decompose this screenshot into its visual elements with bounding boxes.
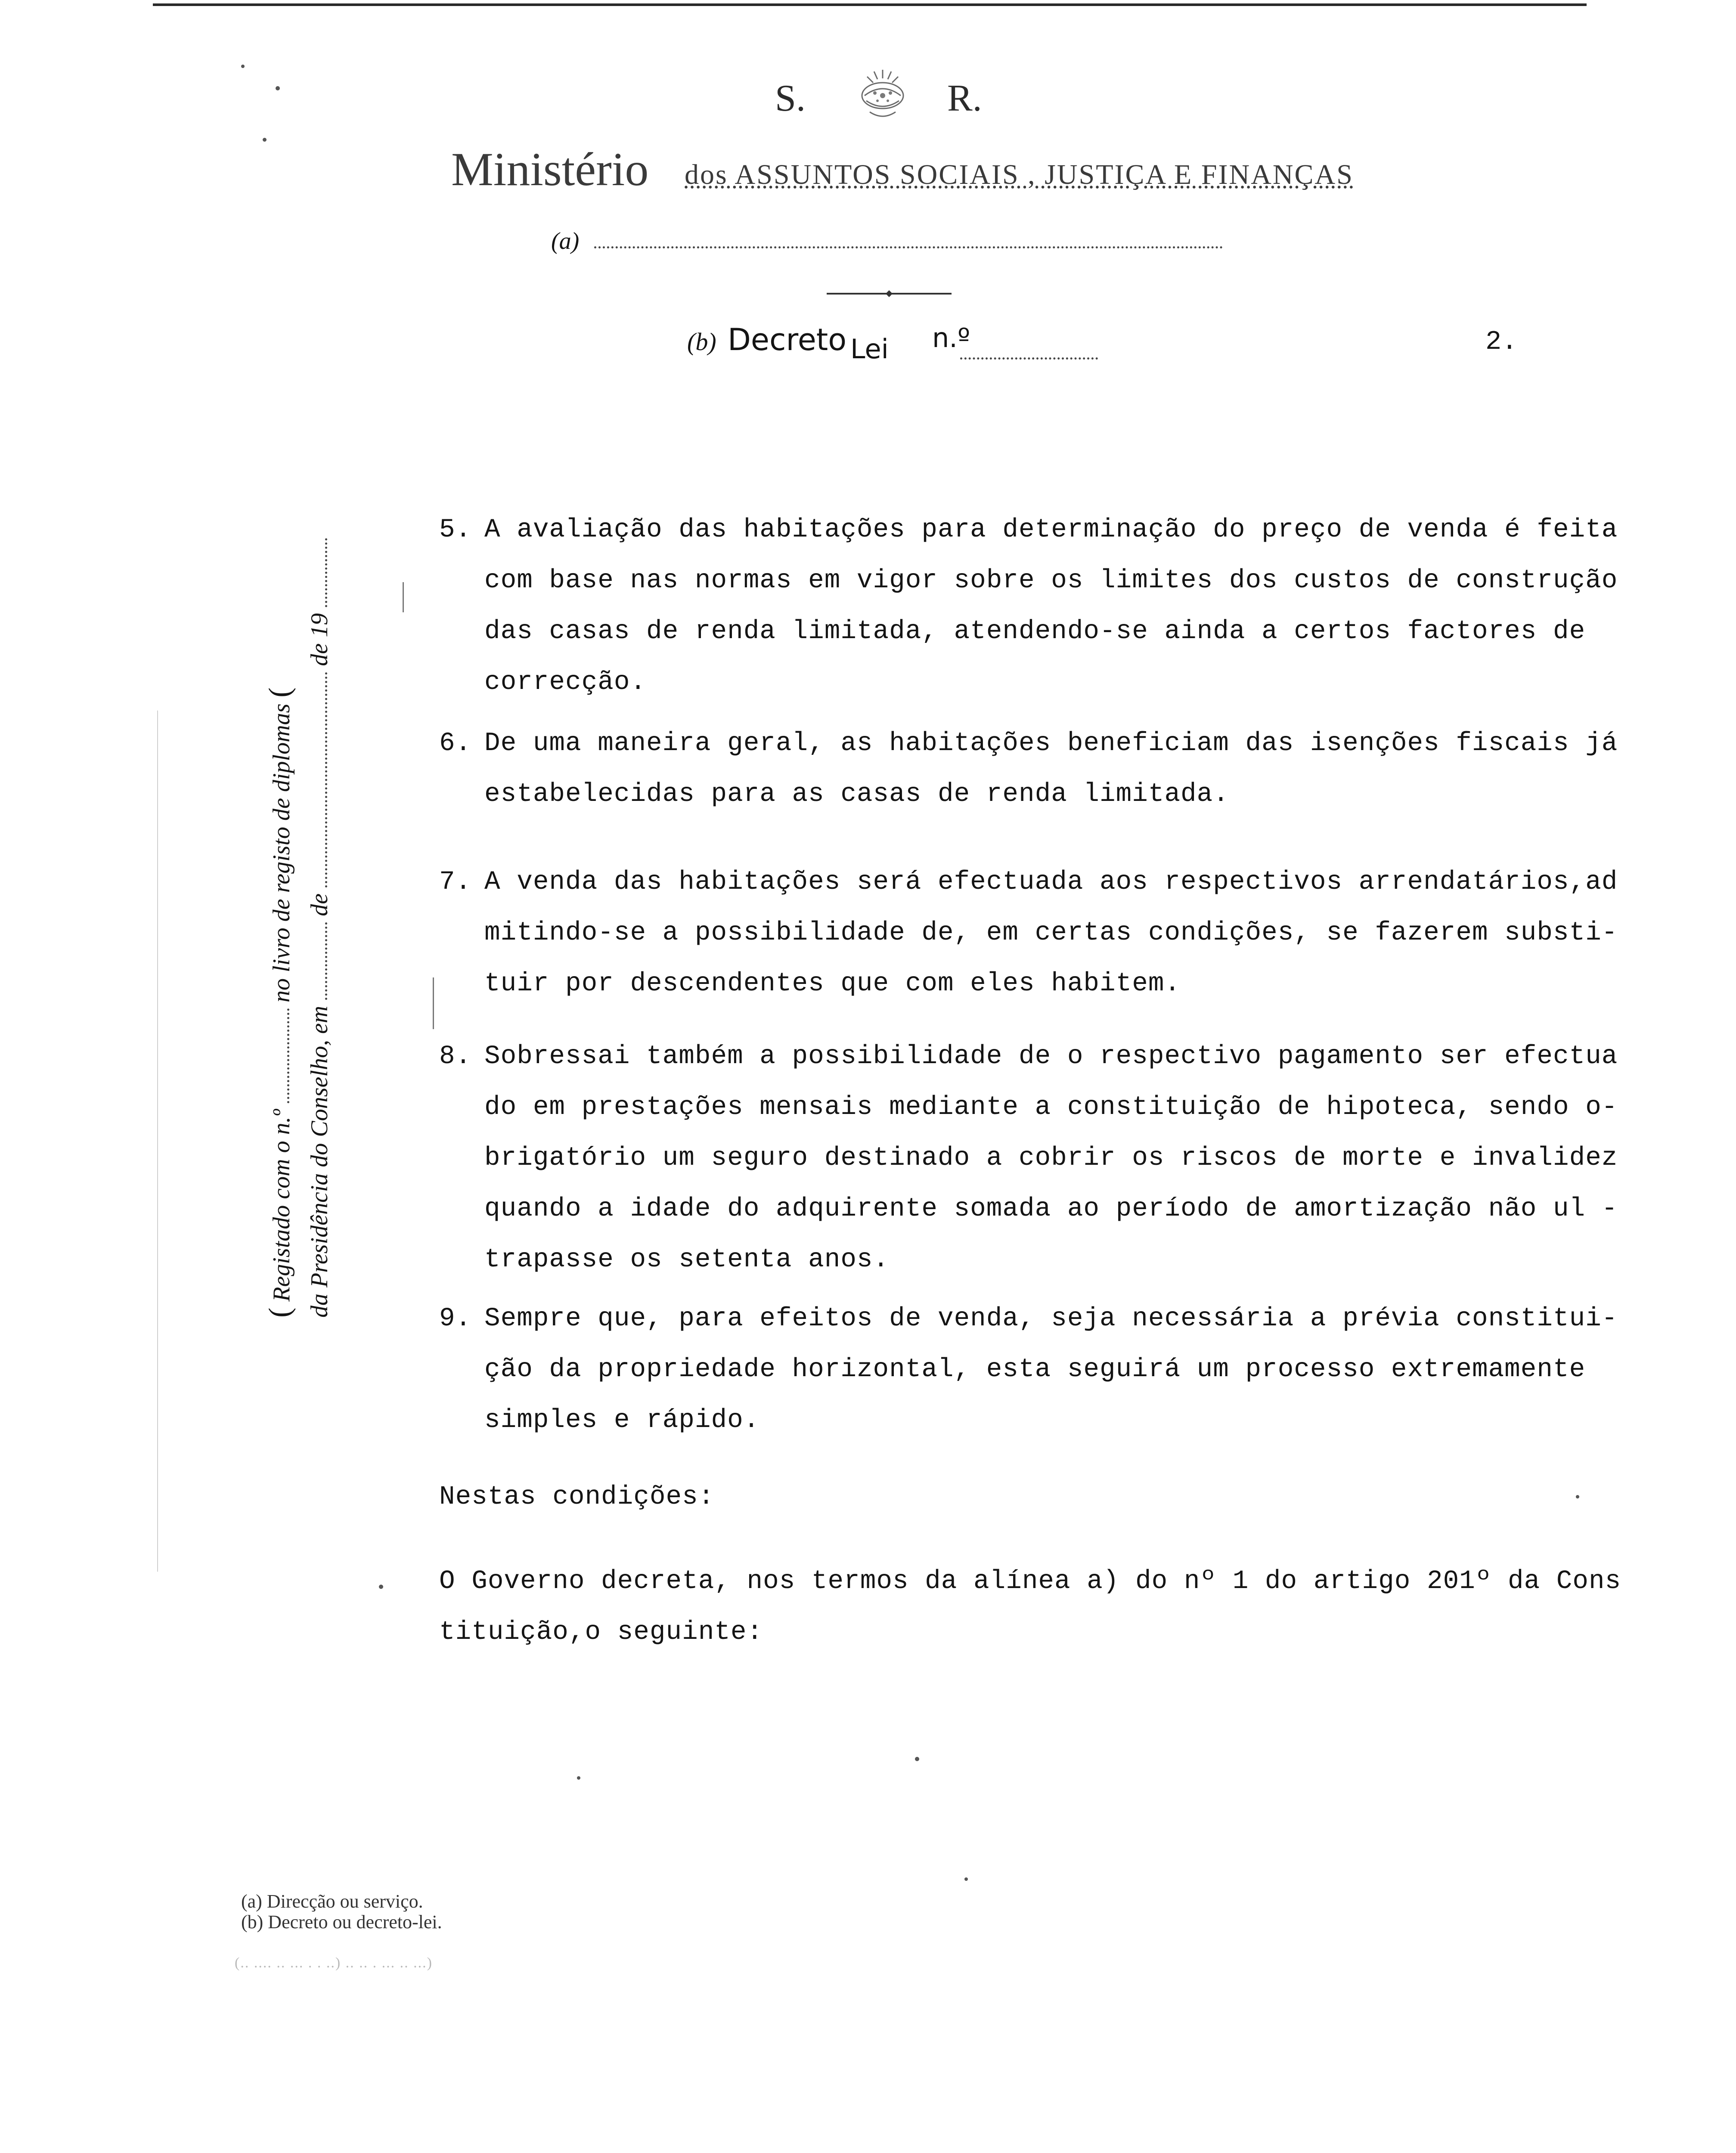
registration-day-blank — [325, 922, 327, 1000]
header-s-letter: S. — [775, 78, 806, 119]
paragraph-line: trapasse os setenta anos. — [484, 1245, 890, 1275]
government-decree-line-2: tituição,o seguinte: — [439, 1617, 763, 1647]
decreto-label: Decreto — [728, 322, 847, 357]
paragraph-line: A venda das habitações será efectuada aos respectivos arrendatários,ad — [484, 867, 1618, 897]
footnote-b: (b) Decreto ou decreto-lei. — [241, 1911, 442, 1933]
paragraph-line: De uma maneira geral, as habitações beneficiam das isenções fiscais já — [484, 729, 1618, 758]
paragraph-number: 6. — [439, 729, 472, 758]
scan-speck — [263, 138, 267, 142]
registration-year-blank — [325, 538, 327, 607]
registration-presidency-label: da Presidência do Conselho, em — [306, 1005, 333, 1318]
field-a-dotted-line — [594, 246, 1223, 248]
scan-speck — [241, 65, 245, 68]
scan-mark — [403, 582, 404, 612]
registration-line-2 — [306, 508, 333, 1318]
scan-speck — [915, 1757, 919, 1761]
paragraph-line: Sempre que, para efeitos de venda, seja necessária a prévia constitui- — [484, 1304, 1618, 1334]
scan-speck — [1576, 1495, 1579, 1498]
registration-number-blank — [287, 1008, 289, 1103]
header-r-letter: R. — [947, 78, 982, 119]
paragraph-line: do em prestações mensais mediante a constituição de hipoteca, sendo o- — [484, 1092, 1618, 1122]
paragraph-line: quando a idade do adquirente somada ao período de amortização não ul - — [484, 1194, 1618, 1224]
scan-speck — [379, 1585, 383, 1589]
registration-book-label: no livro de registo de diplomas — [268, 703, 295, 1003]
registration-line-1: ( Registado com o n.º no livro de registo de diplomas ( — [263, 687, 296, 1318]
paragraph-line: correcção. — [484, 667, 647, 697]
decreto-lei-label: Lei — [850, 333, 889, 365]
paragraph-number: 7. — [439, 867, 472, 897]
coat-of-arms-seal-icon — [840, 65, 926, 125]
paragraph-line: Sobressai também a possibilidade de o respectivo pagamento ser efectua — [484, 1042, 1618, 1071]
paragraph-line: mitindo-se a possibilidade de, em certas condições, se fazerem substi- — [484, 918, 1618, 948]
decreto-number-label: n.º — [932, 322, 970, 354]
field-label-b: (b) — [687, 328, 716, 356]
government-decree-line-1: O Governo decreta, nos termos da alínea a) do nº 1 do artigo 201º da Cons — [439, 1567, 1621, 1596]
page-number: 2. — [1485, 326, 1518, 357]
top-border-rule — [153, 3, 1587, 6]
registration-year-label: de 19 — [306, 613, 333, 666]
scan-speck — [577, 1776, 580, 1780]
scan-mark — [433, 977, 434, 1029]
binding-edge-mark — [157, 710, 158, 1572]
registration-number-label: Registado com o n.º — [268, 1109, 295, 1302]
paragraph-line: com base nas normas em vigor sobre os limites dos custos de construção — [484, 566, 1618, 596]
ministry-department: dos ASSUNTOS SOCIAIS , JUSTIÇA E FINANÇAS — [685, 159, 1354, 190]
paragraph-line: brigatório um seguro destinado a cobrir os riscos de morte e invalidez — [484, 1143, 1618, 1173]
scan-speck — [964, 1877, 968, 1881]
paragraph-number: 9. — [439, 1304, 472, 1334]
conditions-heading: Nestas condições: — [439, 1482, 715, 1512]
paragraph-line: estabelecidas para as casas de renda limitada. — [484, 779, 1229, 809]
paragraph-line: A avaliação das habitações para determinação do preço de venda é feita — [484, 515, 1618, 545]
paragraph-line: ção da propriedade horizontal, esta seguirá um processo extremamente — [484, 1355, 1586, 1384]
footnote-a: (a) Direcção ou serviço. — [241, 1891, 423, 1912]
scan-speck — [276, 86, 280, 90]
field-label-a: (a) — [551, 228, 580, 254]
paragraph-number: 5. — [439, 515, 472, 545]
decreto-number-dotted-line — [960, 357, 1098, 360]
paragraph-number: 8. — [439, 1042, 472, 1071]
paragraph-line: simples e rápido. — [484, 1405, 760, 1435]
registration-de-label: de — [306, 893, 333, 916]
paragraph-line: das casas de renda limitada, atendendo-se ainda a certos factores de — [484, 617, 1586, 646]
paragraph-line: tuir por descendentes que com eles habitem. — [484, 969, 1181, 999]
registration-sidebar — [198, 508, 333, 1318]
ministry-title: Ministério — [451, 143, 649, 195]
diamond-divider-icon — [827, 289, 952, 298]
faded-print-reference: (.. .... .. ... . . ..) .. .. . ... .. ...) — [235, 1955, 433, 1971]
letterhead-emblem — [775, 65, 1016, 129]
registration-month-blank — [325, 672, 327, 887]
